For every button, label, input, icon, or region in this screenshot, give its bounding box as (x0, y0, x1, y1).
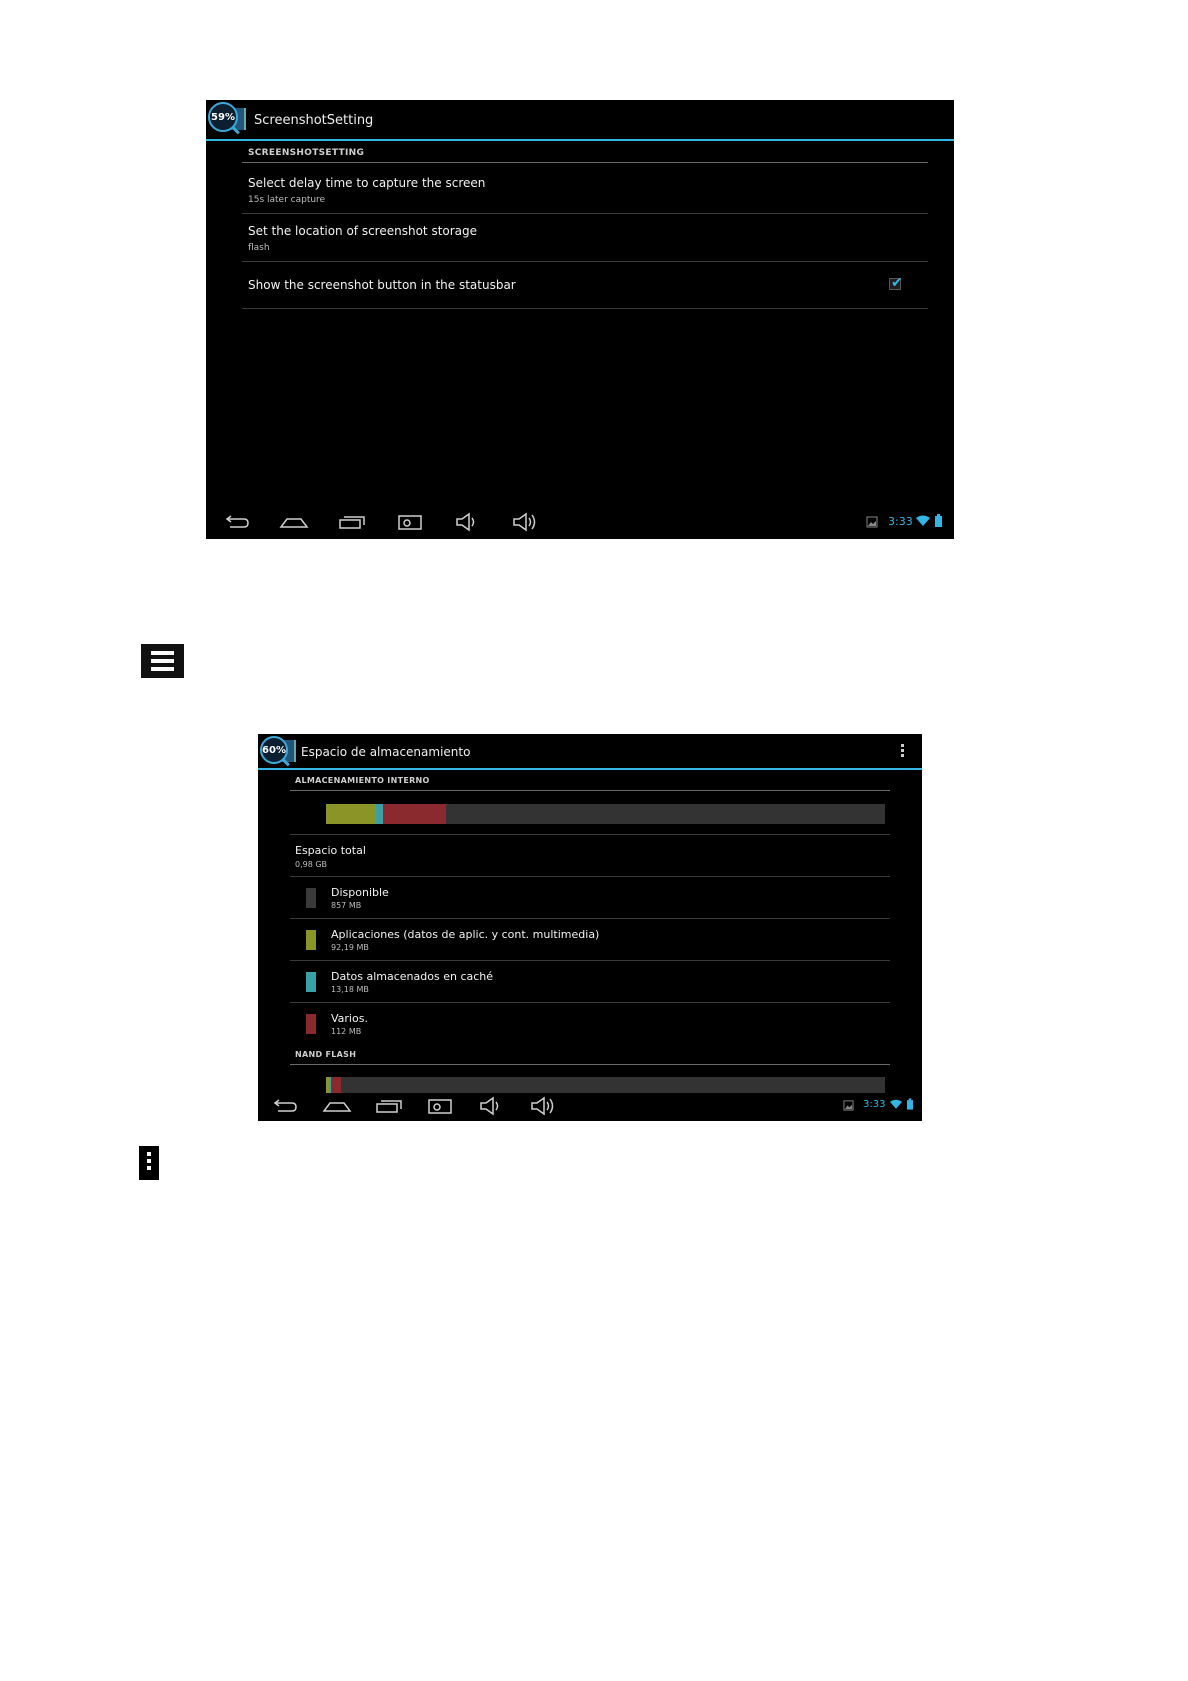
legend-label: Varios. (331, 1012, 368, 1025)
section-header: SCREENSHOTSETTING (248, 148, 365, 158)
action-bar (206, 100, 954, 141)
checkmark-icon: ✔ (891, 275, 903, 291)
total-space-label: Espacio total (295, 844, 366, 857)
divider (242, 308, 928, 309)
cache-color-swatch (306, 972, 316, 992)
volume-up-icon[interactable] (511, 511, 541, 533)
overflow-menu-icon (139, 1146, 159, 1180)
bar-segment-varios (383, 804, 446, 824)
screenshot-icon[interactable] (425, 1095, 455, 1117)
gallery-notification-icon[interactable] (843, 1100, 854, 1111)
screenshot-setting-screen (206, 100, 954, 539)
app-icon[interactable] (260, 736, 288, 764)
storage-icon-bar (150, 658, 175, 664)
app-icon[interactable] (208, 102, 238, 132)
statusbar-button-checkbox[interactable] (889, 275, 903, 291)
gallery-notification-icon[interactable] (866, 516, 878, 528)
home-icon[interactable] (279, 511, 309, 533)
battery-icon (935, 514, 942, 527)
pref-title: Show the screenshot button in the statusbar (248, 278, 516, 292)
storage-settings-icon (141, 644, 184, 678)
nand-flash-header: NAND FLASH (295, 1050, 357, 1059)
legend-value: 13,18 MB (331, 985, 369, 994)
pref-title: Set the location of screenshot storage (248, 224, 478, 238)
navigation-bar (258, 1091, 922, 1121)
bar-segment-aplicaciones (326, 804, 376, 824)
divider (290, 960, 890, 961)
volume-up-icon[interactable] (529, 1095, 559, 1117)
legend-value: 857 MB (331, 901, 362, 910)
back-icon[interactable] (222, 511, 252, 533)
misc-color-swatch (306, 1014, 316, 1034)
wifi-icon (890, 1099, 902, 1110)
divider (242, 261, 928, 262)
volume-down-icon[interactable] (453, 511, 483, 533)
recent-apps-icon[interactable] (337, 511, 367, 533)
section-divider (242, 162, 928, 163)
status-clock: 3:33 (888, 515, 913, 528)
section-divider (290, 790, 890, 791)
recent-apps-icon[interactable] (374, 1095, 404, 1117)
internal-storage-header: ALMACENAMIENTO INTERNO (295, 776, 430, 785)
app-title: ScreenshotSetting (254, 113, 374, 128)
storage-icon-bar (150, 650, 175, 656)
divider (242, 213, 928, 214)
legend-label: Aplicaciones (datos de aplic. y cont. multimedia) (331, 928, 600, 941)
section-divider (290, 1064, 890, 1065)
overflow-menu-icon[interactable] (901, 744, 905, 759)
apps-color-swatch (306, 930, 316, 950)
available-color-swatch (306, 888, 316, 908)
screenshot-icon[interactable] (395, 511, 425, 533)
legend-value: 112 MB (331, 1027, 362, 1036)
volume-down-icon[interactable] (477, 1095, 507, 1117)
storage-icon-bar (150, 666, 175, 672)
internal-storage-usage-bar (326, 804, 885, 824)
battery-badge: 60% (262, 744, 286, 756)
action-bar (258, 734, 922, 770)
legend-label: Datos almacenados en caché (331, 970, 494, 983)
battery-icon (907, 1098, 913, 1110)
app-title: Espacio de almacenamiento (301, 745, 471, 759)
legend-label: Disponible (331, 886, 389, 899)
pref-title: Select delay time to capture the screen (248, 176, 486, 190)
wifi-icon (916, 515, 930, 527)
pref-summary: flash (248, 243, 270, 253)
legend-value: 92,19 MB (331, 943, 369, 952)
divider (290, 918, 890, 919)
bar-segment-datos-almacenados-en-cach (376, 804, 383, 824)
pref-summary: 15s later capture (248, 195, 326, 205)
navigation-bar (206, 505, 954, 539)
storage-screen (258, 734, 922, 1121)
divider (290, 1002, 890, 1003)
divider (290, 876, 890, 877)
divider (290, 834, 890, 835)
battery-badge: 59% (211, 111, 235, 123)
home-icon[interactable] (322, 1095, 352, 1117)
total-space-value: 0,98 GB (295, 860, 328, 869)
status-clock: 3:33 (863, 1099, 886, 1110)
back-icon[interactable] (270, 1095, 300, 1117)
